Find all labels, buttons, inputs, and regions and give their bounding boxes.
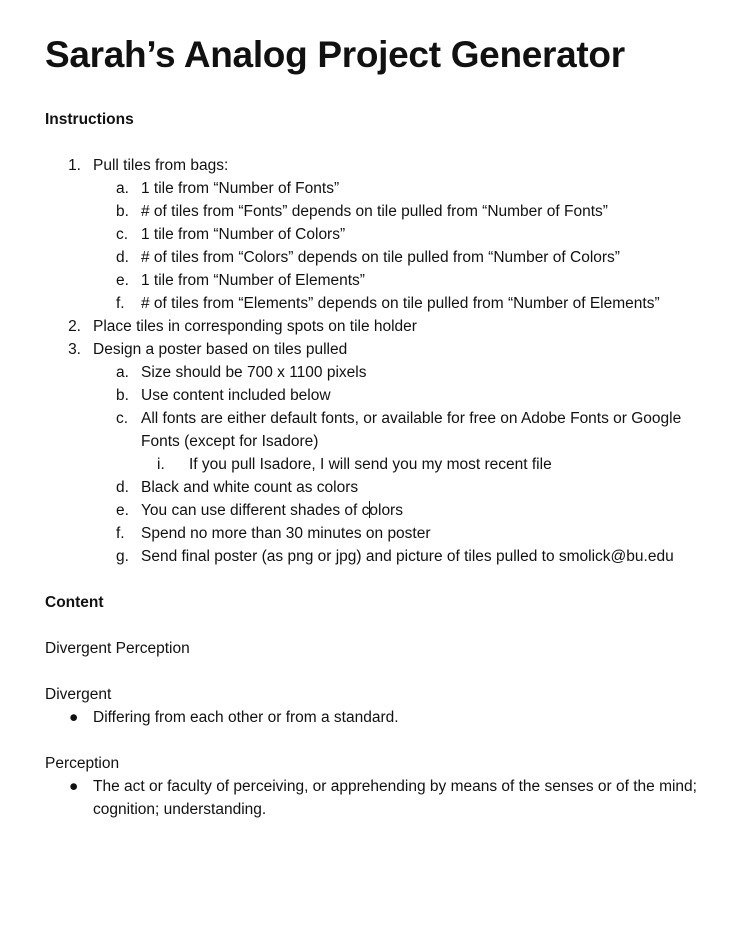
list-marker: f. <box>116 525 125 542</box>
list-marker: a. <box>116 180 129 197</box>
bullet-icon: ● <box>69 709 79 726</box>
list-marker: e. <box>116 502 129 519</box>
list-marker: b. <box>116 387 129 404</box>
list-item <box>45 453 705 476</box>
list-item <box>45 407 705 453</box>
list-item-text: Design a poster based on tiles pulled <box>93 341 348 358</box>
list-marker: d. <box>116 479 129 496</box>
list-item-text: 1 tile from “Number of Colors” <box>141 226 346 243</box>
list-item <box>45 292 705 315</box>
list-item <box>45 338 705 361</box>
list-marker: f. <box>116 295 125 312</box>
definition-perception <box>45 775 705 821</box>
list-marker: d. <box>116 249 129 266</box>
list-item <box>45 200 705 223</box>
list-marker: c. <box>116 226 129 243</box>
definition-text: The act or faculty of perceiving, or apprehending by means of the senses or of the mind; cognition; understanding. <box>93 778 697 818</box>
list-item <box>45 246 705 269</box>
instructions-list <box>45 154 705 568</box>
list-item <box>45 223 705 246</box>
definition-text: Differing from each other or from a standard. <box>93 709 399 726</box>
list-item <box>45 269 705 292</box>
text-before-cursor: You can use different shades of c <box>141 502 370 519</box>
list-item-text: Black and white count as colors <box>141 479 359 496</box>
list-item <box>45 154 705 177</box>
list-item <box>45 315 705 338</box>
list-item-text: 1 tile from “Number of Fonts” <box>141 180 340 197</box>
list-marker: g. <box>116 548 129 565</box>
list-item-text: Pull tiles from bags: <box>93 157 229 174</box>
list-item-text: All fonts are either default fonts, or available for free on Adobe Fonts or Google Fonts (except for Isadore) <box>141 410 682 450</box>
list-marker: 1. <box>68 157 81 174</box>
list-item-text: 1 tile from “Number of Elements” <box>141 272 365 289</box>
list-item <box>45 522 705 545</box>
document-page[interactable] <box>45 32 705 821</box>
list-marker: 3. <box>68 341 81 358</box>
list-item-text: Size should be 700 x 1100 pixels <box>141 364 367 381</box>
list-marker: e. <box>116 272 129 289</box>
list-item-text: Place tiles in corresponding spots on tile holder <box>93 318 417 335</box>
list-marker: i. <box>157 456 165 473</box>
list-item-text: # of tiles from “Fonts” depends on tile pulled from “Number of Fonts” <box>141 203 608 220</box>
list-item <box>45 499 705 522</box>
list-item-text: Send final poster (as png or jpg) and picture of tiles pulled to smolick@bu.edu <box>141 548 674 565</box>
document-title: Sarah’s Analog Project Generator <box>45 34 625 75</box>
list-item-text: If you pull Isadore, I will send you my most recent file <box>189 456 552 473</box>
list-marker: a. <box>116 364 129 381</box>
definition-divergent <box>45 706 705 729</box>
list-item-text: # of tiles from “Colors” depends on tile pulled from “Number of Colors” <box>141 249 620 266</box>
list-item <box>45 384 705 407</box>
bullet-icon: ● <box>69 778 79 795</box>
list-item <box>45 476 705 499</box>
list-marker: 2. <box>68 318 81 335</box>
list-item-text: Use content included below <box>141 387 331 404</box>
list-marker: c. <box>116 410 129 427</box>
list-item-text: # of tiles from “Elements” depends on tile pulled from “Number of Elements” <box>141 295 660 312</box>
list-marker: b. <box>116 203 129 220</box>
list-item-text: Spend no more than 30 minutes on poster <box>141 525 431 542</box>
text-after-cursor: olors <box>369 502 403 519</box>
list-item-text <box>141 502 403 519</box>
list-item <box>45 545 705 568</box>
term-divergent: Divergent <box>45 686 112 703</box>
term-perception: Perception <box>45 755 120 772</box>
list-item <box>45 361 705 384</box>
instructions-heading: Instructions <box>45 111 134 128</box>
list-item <box>45 177 705 200</box>
content-heading: Content <box>45 594 104 611</box>
project-title: Divergent Perception <box>45 640 190 657</box>
